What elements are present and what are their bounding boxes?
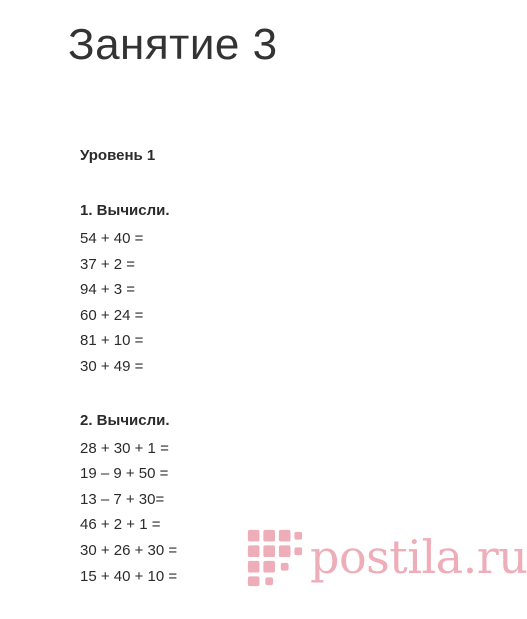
problem-list	[80, 226, 380, 380]
problem-item: 60 + 24 =	[80, 306, 144, 324]
level-label: Уровень 1	[80, 147, 156, 164]
problem-item: 37 + 2 =	[80, 255, 136, 273]
problem-item: 13 – 7 + 30=	[80, 490, 165, 508]
exercise-heading: 1. Вычисли.	[80, 202, 170, 219]
problem-item: 81 + 10 =	[80, 332, 144, 350]
postila-logo-icon	[244, 526, 306, 588]
exercise-1	[80, 200, 380, 380]
problem-item: 54 + 40 =	[80, 230, 144, 247]
problem-item: 30 + 49 =	[80, 357, 144, 375]
page-title: Занятие 3	[68, 20, 278, 69]
watermark-text: postila.ru	[310, 530, 527, 584]
problem-item: 94 + 3 =	[80, 281, 136, 299]
problem-item: 46 + 2 + 1 =	[80, 516, 161, 534]
problem-item: 28 + 30 + 1 =	[80, 439, 169, 457]
problem-item: 15 + 40 + 10 =	[80, 567, 178, 585]
postila-watermark	[244, 526, 527, 588]
problem-item: 19 – 9 + 50 =	[80, 465, 169, 483]
exercise-heading: 2. Вычисли.	[80, 411, 170, 429]
problem-item: 30 + 26 + 30 =	[80, 541, 178, 559]
